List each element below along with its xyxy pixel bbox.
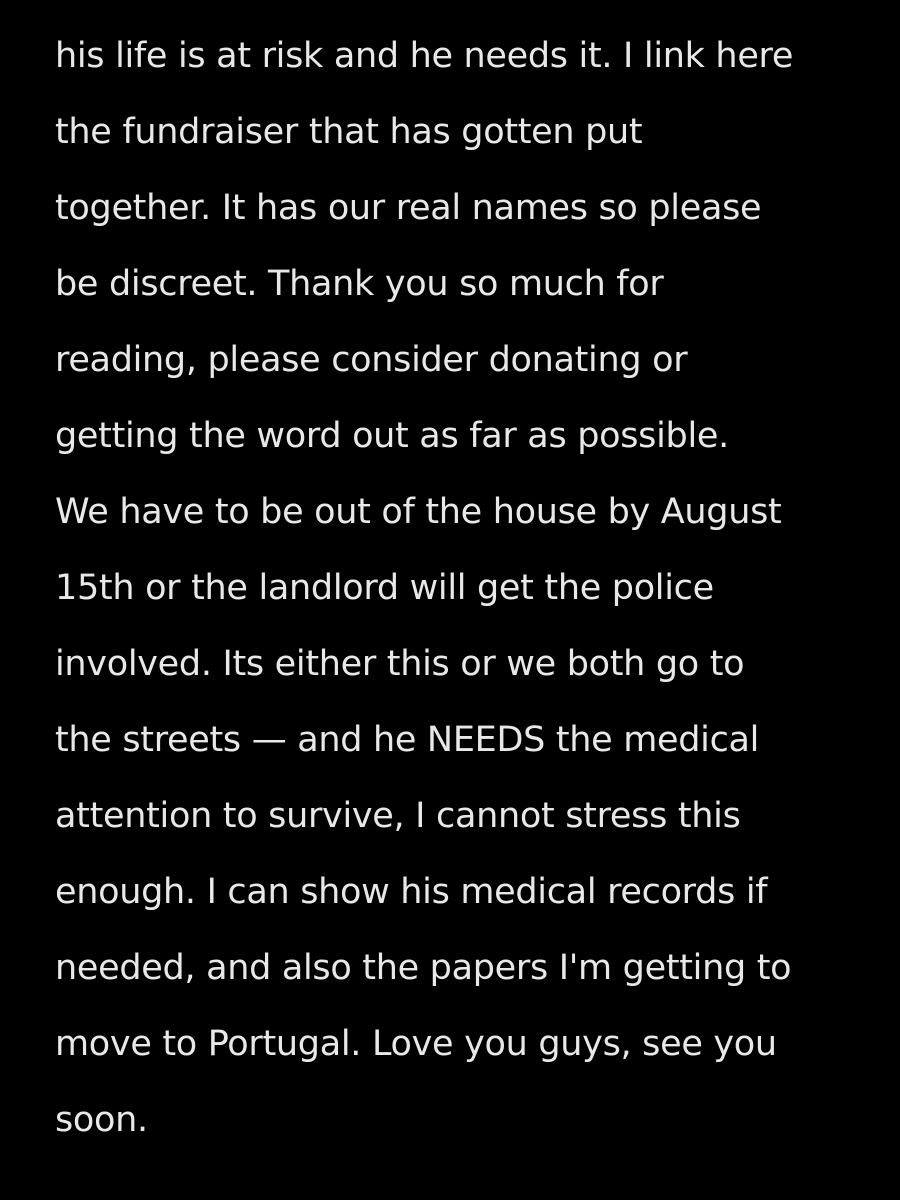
- note-line: needed, and also the papers I'm getting to: [55, 948, 792, 988]
- note-line: his life is at risk and he needs it. I link here: [55, 36, 794, 76]
- note-line: the fundraiser that has gotten put: [55, 112, 643, 152]
- note-line: getting the word out as far as possible.: [55, 416, 729, 456]
- note-line: reading, please consider donating or: [55, 340, 688, 380]
- note-line: the streets — and he NEEDS the medical: [55, 720, 760, 760]
- note-line: 15th or the landlord will get the police: [55, 568, 714, 608]
- note-line: soon.: [55, 1100, 148, 1140]
- note-line: together. It has our real names so please: [55, 188, 762, 228]
- note-line: enough. I can show his medical records if: [55, 872, 768, 912]
- note-line: attention to survive, I cannot stress this: [55, 796, 741, 836]
- note-line: We have to be out of the house by August: [55, 492, 782, 532]
- note-line: be discreet. Thank you so much for: [55, 264, 664, 304]
- note-body: [55, 18, 875, 1158]
- note-line: involved. Its either this or we both go to: [55, 644, 745, 684]
- note-line: move to Portugal. Love you guys, see you: [55, 1024, 777, 1064]
